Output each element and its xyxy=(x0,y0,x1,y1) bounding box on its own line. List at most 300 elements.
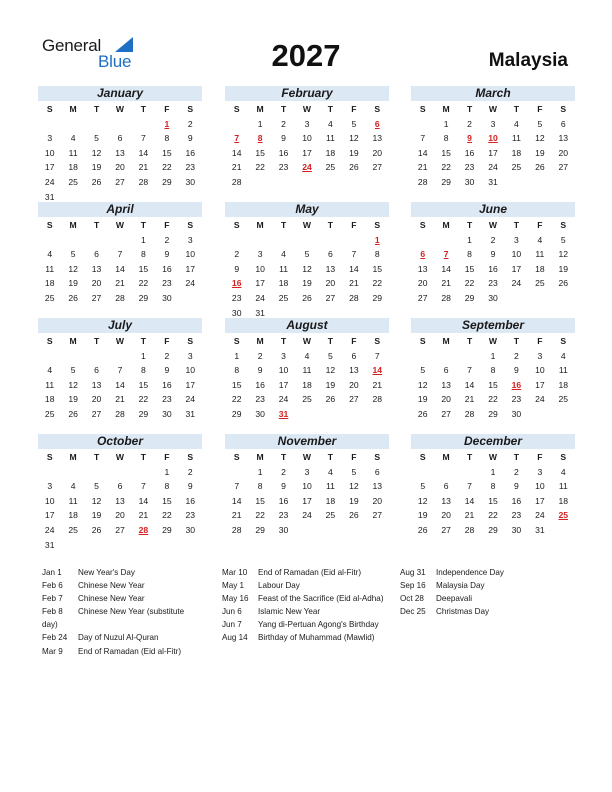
date-cell: 11 xyxy=(302,365,312,376)
empty-cell xyxy=(225,465,248,480)
holiday-date: day) xyxy=(42,620,58,630)
empty-cell xyxy=(38,349,61,364)
date-cell: 11 xyxy=(325,133,335,144)
month-grid xyxy=(38,218,202,306)
date-cell: 6 xyxy=(443,481,449,492)
page-header xyxy=(0,0,612,84)
date-cell: 19 xyxy=(349,147,359,158)
date-cell: 25 xyxy=(278,292,289,303)
date-cell: 7 xyxy=(420,133,426,144)
date-cell: 7 xyxy=(117,365,123,376)
month-april xyxy=(38,202,202,320)
date-cell: 14 xyxy=(417,147,428,158)
date-cell: 4 xyxy=(70,481,76,492)
date-cell: 19 xyxy=(417,394,428,405)
date-cell: 26 xyxy=(349,162,359,173)
empty-cell xyxy=(272,233,295,248)
date-cell: 20 xyxy=(417,278,428,289)
date-cell: 1 xyxy=(234,350,240,361)
holiday-entry xyxy=(222,579,397,592)
date-cell: 29 xyxy=(138,408,149,419)
date-cell: 15 xyxy=(138,379,149,390)
holiday-entry xyxy=(222,618,397,631)
month-march xyxy=(411,86,575,204)
date-cell: 27 xyxy=(91,408,102,419)
date-cell: 28 xyxy=(231,524,242,535)
date-cell: 24 xyxy=(302,510,312,521)
date-cell: 11 xyxy=(45,379,55,390)
date-cell: 31 xyxy=(535,524,545,535)
empty-cell xyxy=(411,349,434,364)
date-cell: 17 xyxy=(255,278,265,289)
date-cell: 27 xyxy=(441,524,451,535)
date-cell: 8 xyxy=(490,365,496,376)
empty-cell xyxy=(411,465,434,480)
empty-cell xyxy=(108,233,131,248)
empty-cell xyxy=(434,465,457,480)
date-cell: 6 xyxy=(117,133,123,144)
date-cell: 29 xyxy=(162,524,172,535)
holiday-entry xyxy=(222,605,397,618)
weekday-label: F xyxy=(164,452,170,462)
date-cell: 13 xyxy=(115,495,125,506)
logo-text-general: General xyxy=(42,36,102,55)
month-grid xyxy=(38,450,202,552)
holiday-date-cell: 31 xyxy=(278,408,289,419)
date-cell: 11 xyxy=(535,249,545,260)
date-cell: 28 xyxy=(349,292,359,303)
date-cell: 19 xyxy=(91,162,102,173)
date-cell: 31 xyxy=(185,408,196,419)
date-cell: 11 xyxy=(325,481,335,492)
date-cell: 23 xyxy=(231,292,242,303)
weekday-label: S xyxy=(187,220,194,230)
date-cell: 20 xyxy=(115,510,125,521)
date-cell: 1 xyxy=(141,350,146,361)
weekday-label: T xyxy=(513,336,520,346)
weekday-label: W xyxy=(302,336,312,346)
date-cell: 26 xyxy=(91,176,102,187)
date-cell: 4 xyxy=(304,350,310,361)
weekday-label: T xyxy=(327,336,334,346)
date-cell: 12 xyxy=(325,365,336,376)
date-cell: 2 xyxy=(164,234,170,245)
date-cell: 22 xyxy=(231,394,242,405)
holiday-name: End of Ramadan (Eid al-Fitr) xyxy=(258,568,362,577)
month-title: December xyxy=(411,434,575,449)
date-cell: 23 xyxy=(185,162,196,173)
holiday-date: May 16 xyxy=(222,594,249,604)
holiday-date: Jun 7 xyxy=(222,620,242,630)
date-cell: 30 xyxy=(185,176,196,187)
date-cell: 8 xyxy=(141,249,146,260)
date-cell: 3 xyxy=(537,466,543,477)
date-cell: 22 xyxy=(138,394,149,405)
weekday-label: F xyxy=(537,104,543,114)
date-cell: 2 xyxy=(164,350,170,361)
month-december xyxy=(411,434,575,552)
date-cell: 14 xyxy=(349,263,359,274)
date-cell: 22 xyxy=(464,278,475,289)
date-cell: 1 xyxy=(490,350,496,361)
weekday-label: S xyxy=(233,220,240,230)
weekday-label: M xyxy=(69,452,77,462)
date-cell: 18 xyxy=(44,394,55,405)
weekday-label: T xyxy=(466,220,473,230)
date-cell: 20 xyxy=(441,510,451,521)
weekday-label: T xyxy=(280,336,287,346)
date-cell: 1 xyxy=(164,466,170,477)
weekday-label: S xyxy=(560,336,567,346)
empty-cell xyxy=(108,465,131,480)
date-cell: 22 xyxy=(441,162,451,173)
date-cell: 9 xyxy=(234,263,240,274)
weekday-label: S xyxy=(46,104,53,114)
date-cell: 12 xyxy=(417,495,428,506)
weekday-label: S xyxy=(46,452,53,462)
date-cell: 5 xyxy=(351,118,357,129)
date-cell: 9 xyxy=(490,249,496,260)
empty-cell xyxy=(295,233,318,248)
date-cell: 14 xyxy=(115,263,125,274)
date-cell: 14 xyxy=(464,495,475,506)
weekday-label: T xyxy=(466,452,473,462)
holiday-date: Dec 25 xyxy=(400,607,426,617)
empty-cell xyxy=(85,233,108,248)
month-title: September xyxy=(411,318,575,333)
holiday-name: Labour Day xyxy=(258,581,300,591)
holiday-column xyxy=(400,566,580,618)
date-cell: 30 xyxy=(278,524,289,535)
date-cell: 11 xyxy=(68,495,78,506)
date-cell: 21 xyxy=(115,394,125,405)
weekday-label: S xyxy=(419,104,426,114)
weekday-label: T xyxy=(327,104,334,114)
date-cell: 3 xyxy=(47,133,53,144)
date-cell: 8 xyxy=(164,133,170,144)
weekday-label: F xyxy=(351,220,357,230)
empty-cell xyxy=(61,117,84,132)
date-cell: 9 xyxy=(514,365,519,376)
date-cell: 21 xyxy=(464,394,475,405)
date-cell: 6 xyxy=(374,466,380,477)
date-cell: 16 xyxy=(488,263,498,274)
date-cell: 7 xyxy=(351,249,357,260)
weekday-label: F xyxy=(537,336,543,346)
date-cell: 27 xyxy=(558,162,569,173)
date-cell: 9 xyxy=(164,365,170,376)
date-cell: 9 xyxy=(187,133,193,144)
holiday-date-cell: 10 xyxy=(488,133,498,144)
holiday-date: May 1 xyxy=(222,581,245,591)
holiday-entry xyxy=(400,592,580,605)
month-grid xyxy=(225,218,389,320)
weekday-label: F xyxy=(537,220,543,230)
date-cell: 13 xyxy=(372,481,383,492)
holiday-name: Deepavali xyxy=(436,594,472,604)
date-cell: 21 xyxy=(231,510,242,521)
weekday-label: T xyxy=(140,220,147,230)
date-cell: 13 xyxy=(325,263,336,274)
date-cell: 20 xyxy=(441,394,451,405)
weekday-label: M xyxy=(442,220,450,230)
date-cell: 23 xyxy=(464,162,475,173)
date-cell: 15 xyxy=(162,147,172,158)
date-cell: 5 xyxy=(94,133,99,144)
weekday-label: F xyxy=(351,336,357,346)
date-cell: 3 xyxy=(187,350,193,361)
month-november xyxy=(225,434,389,552)
weekday-label: M xyxy=(256,336,264,346)
date-cell: 29 xyxy=(488,524,498,535)
date-cell: 14 xyxy=(464,379,475,390)
date-cell: 26 xyxy=(349,510,359,521)
date-cell: 29 xyxy=(372,292,383,303)
date-cell: 9 xyxy=(281,481,286,492)
date-cell: 28 xyxy=(441,292,451,303)
weekday-label: T xyxy=(280,452,287,462)
date-cell: 17 xyxy=(44,510,55,521)
holiday-entry xyxy=(400,579,580,592)
date-cell: 17 xyxy=(302,495,312,506)
date-cell: 27 xyxy=(115,524,125,535)
date-cell: 31 xyxy=(44,191,55,202)
holiday-name xyxy=(78,618,217,631)
date-cell: 18 xyxy=(558,379,569,390)
date-cell: 13 xyxy=(558,133,569,144)
weekday-label: F xyxy=(351,104,357,114)
date-cell: 26 xyxy=(325,394,336,405)
date-cell: 11 xyxy=(558,365,568,376)
date-cell: 22 xyxy=(488,510,498,521)
weekday-label: W xyxy=(302,104,312,114)
weekday-label: S xyxy=(187,104,194,114)
date-cell: 25 xyxy=(302,394,312,405)
weekday-label: S xyxy=(233,336,240,346)
date-cell: 4 xyxy=(281,249,286,260)
empty-cell xyxy=(458,465,481,480)
holiday-entry xyxy=(222,631,397,644)
date-cell: 26 xyxy=(91,524,102,535)
month-title: March xyxy=(411,86,575,101)
date-cell: 14 xyxy=(138,147,149,158)
date-cell: 30 xyxy=(511,524,522,535)
date-cell: 16 xyxy=(278,495,289,506)
holiday-date: Aug 31 xyxy=(400,568,426,577)
date-cell: 17 xyxy=(488,147,498,158)
date-cell: 7 xyxy=(117,249,123,260)
month-title: August xyxy=(225,318,389,333)
date-cell: 30 xyxy=(162,408,172,419)
empty-cell xyxy=(85,117,108,132)
holiday-entry xyxy=(222,566,397,579)
country-name: Malaysia xyxy=(488,50,568,71)
date-cell: 15 xyxy=(464,263,475,274)
date-cell: 22 xyxy=(138,278,149,289)
weekday-label: S xyxy=(419,336,426,346)
holiday-date: Jan 1 xyxy=(42,568,62,577)
weekday-label: T xyxy=(140,452,147,462)
date-cell: 25 xyxy=(511,162,522,173)
weekday-label: T xyxy=(93,336,100,346)
date-cell: 18 xyxy=(325,495,336,506)
month-title: January xyxy=(38,86,202,101)
date-cell: 10 xyxy=(185,365,196,376)
holiday-date-cell: 6 xyxy=(420,249,426,260)
date-cell: 18 xyxy=(44,278,55,289)
date-cell: 18 xyxy=(535,263,545,274)
date-cell: 16 xyxy=(511,495,522,506)
date-cell: 13 xyxy=(372,133,383,144)
date-cell: 23 xyxy=(162,394,172,405)
holiday-date: Aug 14 xyxy=(222,633,248,643)
date-cell: 10 xyxy=(44,495,55,506)
date-cell: 2 xyxy=(281,466,286,477)
month-title: October xyxy=(38,434,202,449)
month-grid xyxy=(411,450,575,538)
date-cell: 27 xyxy=(372,510,383,521)
weekday-label: F xyxy=(537,452,543,462)
date-cell: 10 xyxy=(535,365,545,376)
holiday-entry xyxy=(400,566,580,579)
date-cell: 30 xyxy=(185,524,196,535)
date-cell: 22 xyxy=(372,278,383,289)
month-august xyxy=(225,318,389,436)
date-cell: 11 xyxy=(558,481,568,492)
date-cell: 8 xyxy=(257,481,263,492)
weekday-label: T xyxy=(327,452,334,462)
weekday-label: M xyxy=(442,452,450,462)
weekday-label: W xyxy=(488,452,498,462)
date-cell: 12 xyxy=(558,249,569,260)
holiday-date: Feb 8 xyxy=(42,607,63,617)
date-cell: 10 xyxy=(255,263,265,274)
date-cell: 3 xyxy=(490,118,496,129)
date-cell: 16 xyxy=(278,147,289,158)
date-cell: 19 xyxy=(535,147,545,158)
holiday-name: Chinese New Year xyxy=(78,581,145,591)
date-cell: 2 xyxy=(514,466,519,477)
date-cell: 25 xyxy=(325,162,336,173)
holiday-date-cell: 7 xyxy=(234,133,240,144)
date-cell: 28 xyxy=(372,394,383,405)
date-cell: 7 xyxy=(141,481,146,492)
date-cell: 24 xyxy=(535,394,545,405)
page-title-year: 2027 xyxy=(271,38,341,73)
date-cell: 30 xyxy=(511,408,522,419)
month-grid xyxy=(225,450,389,538)
date-cell: 16 xyxy=(185,147,196,158)
holiday-date: Mar 9 xyxy=(42,646,63,656)
empty-cell xyxy=(108,117,131,132)
date-cell: 5 xyxy=(351,466,357,477)
holiday-date-cell: 16 xyxy=(231,278,242,289)
date-cell: 2 xyxy=(467,118,472,129)
date-cell: 10 xyxy=(185,249,196,260)
weekday-label: T xyxy=(327,220,334,230)
weekday-label: S xyxy=(233,452,240,462)
empty-cell xyxy=(132,117,155,132)
holiday-name: Islamic New Year xyxy=(258,607,321,617)
date-cell: 17 xyxy=(185,379,196,390)
date-cell: 19 xyxy=(302,278,312,289)
date-cell: 24 xyxy=(535,510,545,521)
holiday-name: Christmas Day xyxy=(436,607,490,617)
date-cell: 28 xyxy=(115,292,125,303)
month-june xyxy=(411,202,575,320)
date-cell: 24 xyxy=(488,162,498,173)
weekday-label: F xyxy=(164,220,170,230)
date-cell: 23 xyxy=(255,394,265,405)
date-cell: 18 xyxy=(558,495,569,506)
holiday-name: Chinese New Year (substitute xyxy=(78,607,185,617)
date-cell: 13 xyxy=(417,263,428,274)
empty-cell xyxy=(225,233,248,248)
date-cell: 13 xyxy=(349,365,359,376)
date-cell: 3 xyxy=(187,234,193,245)
date-cell: 26 xyxy=(68,292,78,303)
date-cell: 26 xyxy=(535,162,545,173)
date-cell: 9 xyxy=(514,481,519,492)
date-cell: 11 xyxy=(45,263,55,274)
weekday-label: W xyxy=(488,220,498,230)
weekday-label: W xyxy=(115,104,125,114)
date-cell: 5 xyxy=(420,481,426,492)
date-cell: 19 xyxy=(417,510,428,521)
date-cell: 20 xyxy=(372,495,383,506)
weekday-label: W xyxy=(115,220,125,230)
date-cell: 10 xyxy=(302,481,312,492)
weekday-label: W xyxy=(488,336,498,346)
date-cell: 9 xyxy=(257,365,263,376)
date-cell: 31 xyxy=(255,307,265,318)
date-cell: 29 xyxy=(488,408,498,419)
date-cell: 4 xyxy=(328,466,333,477)
date-cell: 3 xyxy=(537,350,543,361)
date-cell: 27 xyxy=(372,162,383,173)
date-cell: 13 xyxy=(441,379,451,390)
date-cell: 29 xyxy=(162,176,172,187)
date-cell: 22 xyxy=(255,510,265,521)
date-cell: 3 xyxy=(304,466,310,477)
date-cell: 29 xyxy=(255,524,265,535)
date-cell: 5 xyxy=(420,365,426,376)
weekday-label: S xyxy=(187,452,194,462)
holiday-date-cell: 25 xyxy=(558,510,569,521)
empty-cell xyxy=(38,465,61,480)
month-grid xyxy=(225,102,389,190)
date-cell: 7 xyxy=(141,133,146,144)
date-cell: 28 xyxy=(138,176,149,187)
month-may xyxy=(225,202,389,320)
date-cell: 11 xyxy=(279,263,289,274)
date-cell: 18 xyxy=(68,510,78,521)
date-cell: 30 xyxy=(231,307,242,318)
weekday-label: T xyxy=(513,452,520,462)
weekday-label: S xyxy=(46,220,53,230)
holiday-entry xyxy=(42,566,217,579)
date-cell: 1 xyxy=(141,234,146,245)
date-cell: 13 xyxy=(91,263,102,274)
weekday-label: M xyxy=(442,336,450,346)
empty-cell xyxy=(61,465,84,480)
date-cell: 1 xyxy=(257,118,263,129)
date-cell: 21 xyxy=(349,278,359,289)
date-cell: 12 xyxy=(417,379,428,390)
date-cell: 18 xyxy=(302,379,312,390)
holiday-date: Sep 16 xyxy=(400,581,426,591)
holiday-date-cell: 9 xyxy=(467,133,472,144)
